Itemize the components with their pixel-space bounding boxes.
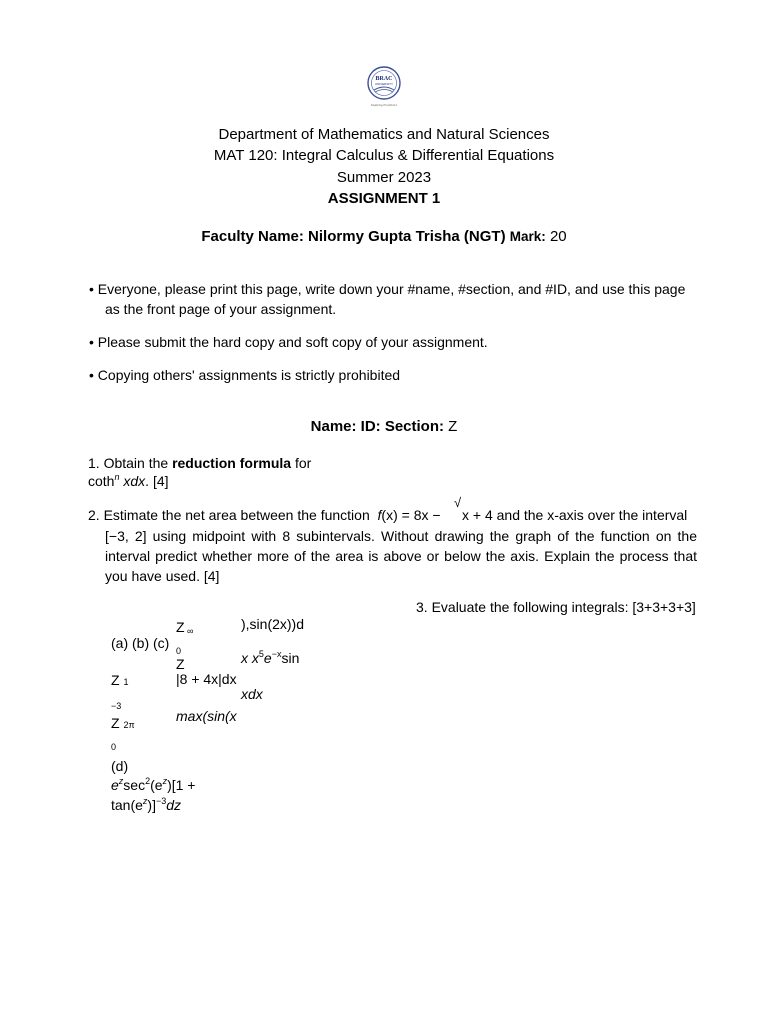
q3-zero-1: 0 — [176, 646, 182, 656]
q1-prefix: 1. Obtain the — [88, 455, 169, 471]
q3-xdx-text: xdx — [241, 686, 263, 702]
q3-d-close: )] — [147, 797, 156, 813]
q1-exp: n — [114, 472, 120, 482]
q3-lower-zero-2: 0 — [111, 742, 117, 752]
instruction-1-cont: as the front page of your assignment. — [105, 301, 337, 317]
mark-label: Mark: — [509, 229, 546, 244]
instruction-2: • Please submit the hard copy and soft copy of your assignment. — [89, 334, 488, 350]
brac-university-logo — [361, 64, 407, 110]
logo-text-mid: UNIVERSITY — [374, 82, 394, 86]
faculty-name: Faculty Name: Nilormy Gupta Trisha (NGT) — [201, 228, 506, 245]
q3-sin: sin — [281, 650, 300, 666]
term: Summer 2023 — [336, 169, 432, 186]
q3-upper-2pi: 2π — [123, 720, 135, 730]
q2-line4: you have used. [4] — [105, 568, 220, 584]
q3-abs-part: |8 + 4x|dx — [176, 671, 237, 687]
q3-parts-label: (a) (b) (c) — [111, 635, 170, 651]
logo-text-top: BRAC — [375, 76, 393, 82]
q2-line2: [−3, 2] using midpoint with 8 subintervals. Without drawing the graph of the function on the — [105, 528, 697, 544]
q3-infinity: ∞ — [187, 626, 194, 636]
q2-text-a: 2. Estimate the net area between the function — [88, 507, 370, 523]
instruction-3: • Copying others' assignments is strictly prohibited — [89, 367, 401, 383]
q1-coth: coth — [88, 473, 115, 489]
q3-sin-part — [241, 616, 304, 632]
q3-d-bracket: )[1 + — [167, 777, 196, 793]
q2-f: f — [377, 507, 382, 523]
student-label: Name: ID: Section: — [310, 418, 444, 435]
q3-z-2pi: Z — [111, 715, 120, 731]
q1-bold: reduction formula — [172, 455, 292, 471]
course-title: MAT 120: Integral Calculus & Differential Equations — [213, 147, 555, 164]
q3-d-z2: z — [162, 776, 168, 786]
q3-integral-z-one — [111, 672, 128, 688]
q3-d-dz: dz — [166, 797, 182, 813]
q3-upper-1: 1 — [123, 677, 129, 687]
q3-d-paren: (e — [150, 777, 163, 793]
q3-xdx — [241, 686, 263, 702]
q3-d-z3: z — [142, 796, 148, 806]
q1-xdx: xdx — [123, 473, 146, 489]
q1-mark: . [4] — [145, 473, 169, 489]
q3-d-neg3: −3 — [155, 796, 167, 806]
q3-e-exp: −x — [271, 649, 282, 659]
faculty-line — [0, 228, 768, 245]
student-info-line — [0, 418, 768, 435]
q3-lower-neg3: −3 — [111, 701, 122, 711]
q3-d-z1: z — [118, 776, 124, 786]
q3-e: e — [263, 650, 272, 666]
q2-fx: (x) = 8x − — [381, 507, 441, 523]
sqrt-symbol: √ — [454, 495, 462, 510]
q1-line1 — [88, 455, 311, 471]
q2-text-b: x + 4 and the x-axis over the interval — [462, 507, 688, 523]
q3-d-sq: 2 — [145, 776, 151, 786]
q1-line2 — [88, 473, 169, 489]
q3-integral-z1: Z — [176, 619, 185, 635]
instruction-1: • Everyone, please print this page, write down your #name, #section, and #ID, and use this page — [89, 281, 686, 297]
assignment-title: ASSIGNMENT 1 — [327, 190, 441, 207]
q3-part-d-line1 — [111, 777, 195, 793]
q3-x5: x x — [241, 650, 259, 666]
q3-x5-exp: 5 — [258, 649, 264, 659]
q3-sin-text: ),sin(2x))d — [241, 616, 305, 632]
q3-d-e: e — [111, 777, 119, 793]
department-title: Department of Mathematics and Natural Sciences — [218, 126, 550, 143]
q3-integral-z-2pi — [111, 715, 135, 731]
q3-x5-part — [241, 650, 299, 666]
q1-suffix: for — [294, 455, 312, 471]
q3-part-d-label: (d) — [111, 758, 129, 774]
q3-d-tan: tan(e — [111, 797, 143, 813]
q3-max-text: max(sin(x — [176, 708, 237, 724]
q2-line1 — [88, 507, 697, 523]
q3-title: 3. Evaluate the following integrals: [3+3+3+3] — [416, 599, 696, 615]
q3-d-sec: sec — [123, 777, 146, 793]
q3-max-part — [176, 708, 237, 724]
q3-z-one: Z — [111, 672, 120, 688]
mark-value: 20 — [549, 228, 567, 245]
logo-tagline: Inspiring Excellence — [370, 103, 398, 107]
q3-part-d-line2 — [111, 797, 181, 813]
q3-integral-z2: Z — [176, 656, 185, 672]
student-value: Z — [448, 418, 458, 435]
q2-line3: interval predict whether more of the area is above or below the axis. Explain the process that — [105, 548, 697, 564]
